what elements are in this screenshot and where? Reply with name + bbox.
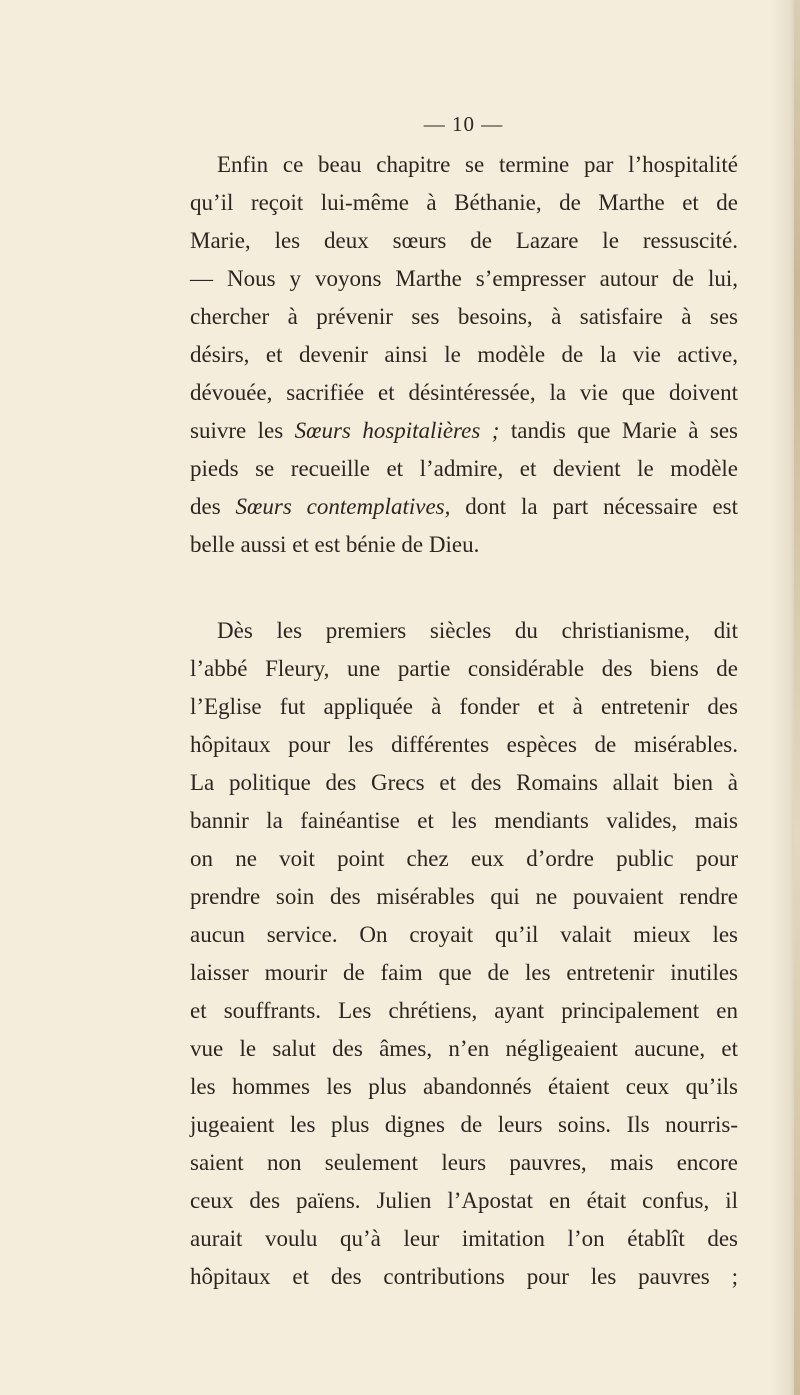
text-line: hôpitaux pour les différentes espèces de misérables.	[190, 732, 738, 757]
text-line: La politique des Grecs et des Romains allait bien à	[190, 770, 738, 795]
text-line: l’abbé Fleury, une partie considérable des biens de	[190, 656, 738, 681]
text-line: aucun service. On croyait qu’il valait mieux les	[190, 922, 738, 947]
text-segment: des	[190, 494, 236, 519]
text-line: qu’il reçoit lui-même à Béthanie, de Marthe et de	[190, 190, 738, 215]
text-line: pieds se recueille et l’admire, et devient le modèle	[190, 456, 738, 481]
page-edge	[794, 0, 800, 1395]
text-line	[190, 488, 738, 526]
paragraph-fleury	[190, 612, 738, 1296]
text-line: Enfin ce beau chapitre se termine par l’hospitalité	[217, 152, 738, 177]
text-segment: dont la part nécessaire est	[450, 494, 738, 519]
text-line: prendre soin des misérables qui ne pouvaient rendre	[190, 884, 738, 909]
page-number: — 10 —	[423, 112, 504, 136]
text-line: Marie, les deux sœurs de Lazare le ressuscité.	[190, 228, 738, 253]
text-line: vue le salut des âmes, n’en négligeaient aucune, et	[190, 1036, 738, 1061]
text-line: les hommes les plus abandonnés étaient ceux qu’ils	[190, 1074, 738, 1099]
text-segment: tandis que Marie à ses	[499, 418, 738, 443]
text-line: ceux des païens. Julien l’Apostat en était confus, il	[190, 1188, 738, 1213]
italic-phrase: Sœurs hospitalières ;	[294, 418, 500, 443]
text-line: on ne voit point chez eux d’ordre public pour	[190, 846, 738, 871]
text-line: hôpitaux et des contributions pour les pauvres ;	[190, 1264, 738, 1289]
text-line: saient non seulement leurs pauvres, mais encore	[190, 1150, 738, 1175]
text-line: l’Eglise fut appliquée à fonder et à entretenir des	[190, 694, 738, 719]
text-line: bannir la fainéantise et les mendiants valides, mais	[190, 808, 738, 833]
text-line: et souffrants. Les chrétiens, ayant principalement en	[190, 998, 738, 1023]
italic-phrase: Sœurs contemplatives,	[235, 494, 451, 519]
text-segment: suivre les	[190, 418, 295, 443]
text-line: belle aussi et est bénie de Dieu.	[190, 532, 480, 557]
text-line: aurait voulu qu’à leur imitation l’on établît des	[190, 1226, 738, 1251]
text-line: chercher à prévenir ses besoins, à satisfaire à ses	[190, 304, 738, 329]
text-line: désirs, et devenir ainsi le modèle de la vie active,	[190, 342, 738, 367]
paragraph-hospitality	[190, 146, 738, 564]
text-line: — Nous y voyons Marthe s’empresser autour de lui,	[190, 266, 738, 291]
text-line: jugeaient les plus dignes de leurs soins. Ils nourris-	[190, 1112, 738, 1137]
text-line	[190, 412, 738, 450]
text-line: Dès les premiers siècles du christianisme, dit	[217, 618, 738, 643]
text-line: dévouée, sacrifiée et désintéressée, la vie que doivent	[190, 380, 738, 405]
text-line: laisser mourir de faim que de les entretenir inutiles	[190, 960, 738, 985]
